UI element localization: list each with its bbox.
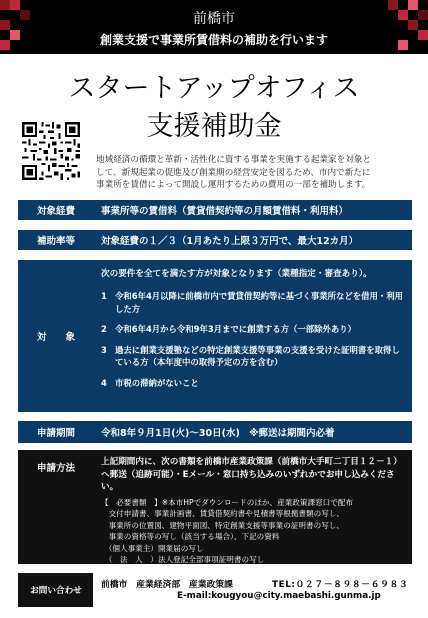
method-main-text: 上記期間内に、次の書類を前橋市産業政策課（前橋市大手町二丁目１２－１）へ郵送（追跡可能）・Eメール・窓口持ち込みのいずれかでお申し込みください。	[101, 457, 402, 492]
item-number: 2	[101, 324, 107, 334]
title-line-2: 支援補助金	[146, 111, 282, 142]
item-text: 令和6年4月以降に前橋市内で賃貸借契約等に基づく事業所などを借用・利用した方	[115, 291, 404, 314]
decorative-square	[398, 40, 408, 50]
subsidy-rate-value: 対象経費の１／３（1月あたり上限３万円で、最大12カ月）	[93, 230, 412, 250]
contact-phone[interactable]: TEL:０２７－８９８－６９８３	[272, 580, 409, 590]
intro-line: 事業所を賃借によって開設し運用するための費用の一部を補助します。	[96, 180, 371, 190]
contact-label: お問い合わせ	[18, 573, 94, 607]
banner-text: 創業支援で事業所賃借料の補助を行います	[99, 33, 328, 47]
decorative-square	[10, 0, 20, 10]
contact-email[interactable]: E-mail:kougyou@city.maebashi.gunma.jp	[177, 591, 381, 601]
document-line: 交付申請書、事業計画書、賃貸借契約書や見積書等根拠書類の写し、	[101, 509, 344, 518]
document-line: 【 必要書類 】※本市HPでダウンロードのほか、産業政策課窓口で配布	[101, 497, 354, 507]
eligibility-intro: 次の要件を全てを満たす方が対象となります（業種指定・審査あり）。	[101, 269, 372, 279]
item-text: 令和6年4月から令和9年3月までに創業する方（一部除外あり）	[115, 324, 357, 334]
decorative-square	[418, 30, 428, 40]
eligibility-panel	[93, 260, 412, 412]
city-name: 前橋市	[193, 11, 235, 27]
contact-info	[93, 573, 412, 607]
item-number: 1	[101, 291, 107, 301]
decorative-square	[0, 40, 10, 50]
decorative-square	[10, 30, 20, 40]
title-line-1: スタートアップオフィス	[68, 73, 360, 104]
eligibility-item	[101, 344, 404, 369]
item-text: 過去に創業支援塾などの特定創業支援等事業の支援を受けた証明書を取得している方（本年度中の取得予定の方を含む）	[115, 344, 400, 367]
decorative-square	[398, 10, 408, 20]
decorative-square	[418, 10, 428, 20]
decorative-square	[20, 10, 30, 20]
intro-text	[96, 154, 412, 192]
decorative-square	[408, 0, 418, 10]
header-banner	[0, 0, 428, 54]
document-line: （個人事業主）開業届の写し	[101, 543, 204, 553]
method-panel	[93, 450, 412, 564]
decorative-square	[408, 20, 418, 30]
target-cost-value: 事業所等の賃借料（賃貸借契約等の月額賃借料・利用料）	[93, 200, 412, 220]
intro-line: して、新規起業の促進及び創業期の経営安定を図るため、市内で新たに	[96, 167, 371, 178]
document-line: 事業所の位置図、建物平面図、特定創業支援等事業の証明書の写し、	[101, 520, 344, 530]
decorative-square	[0, 0, 10, 10]
subsidy-rate-label: 補助率等	[18, 230, 94, 250]
item-number: 3	[101, 344, 107, 355]
intro-line: 地域経済の循環と革新・活性化に資する事業を実施する起業家を対象と	[96, 155, 372, 165]
eligibility-item	[101, 377, 404, 390]
method-label: 申請方法	[18, 450, 94, 564]
decorative-square	[0, 20, 10, 30]
item-text: 市税の滞納がないこと	[115, 377, 199, 388]
period-label: 申請期間	[18, 421, 94, 443]
required-documents	[101, 497, 404, 566]
item-number: 4	[101, 377, 107, 388]
contact-department: 前橋市 産業経済部 産業政策課	[101, 580, 233, 590]
qr-code[interactable]	[20, 120, 82, 182]
period-value: 令和8年９月1日(火)～30日(水) ※郵送は期間内必着	[93, 421, 412, 443]
eligibility-item	[101, 290, 404, 315]
eligibility-label: 対 象	[18, 260, 94, 412]
document-line: （ 法 人 ）法人登記全部事項証明書の写し	[101, 555, 265, 564]
decorative-square	[388, 0, 398, 10]
target-cost-label: 対象経費	[18, 200, 94, 220]
document-line: 事業の資格等の写し（該当する場合）、下記の資料	[101, 532, 280, 541]
eligibility-item	[101, 323, 404, 336]
